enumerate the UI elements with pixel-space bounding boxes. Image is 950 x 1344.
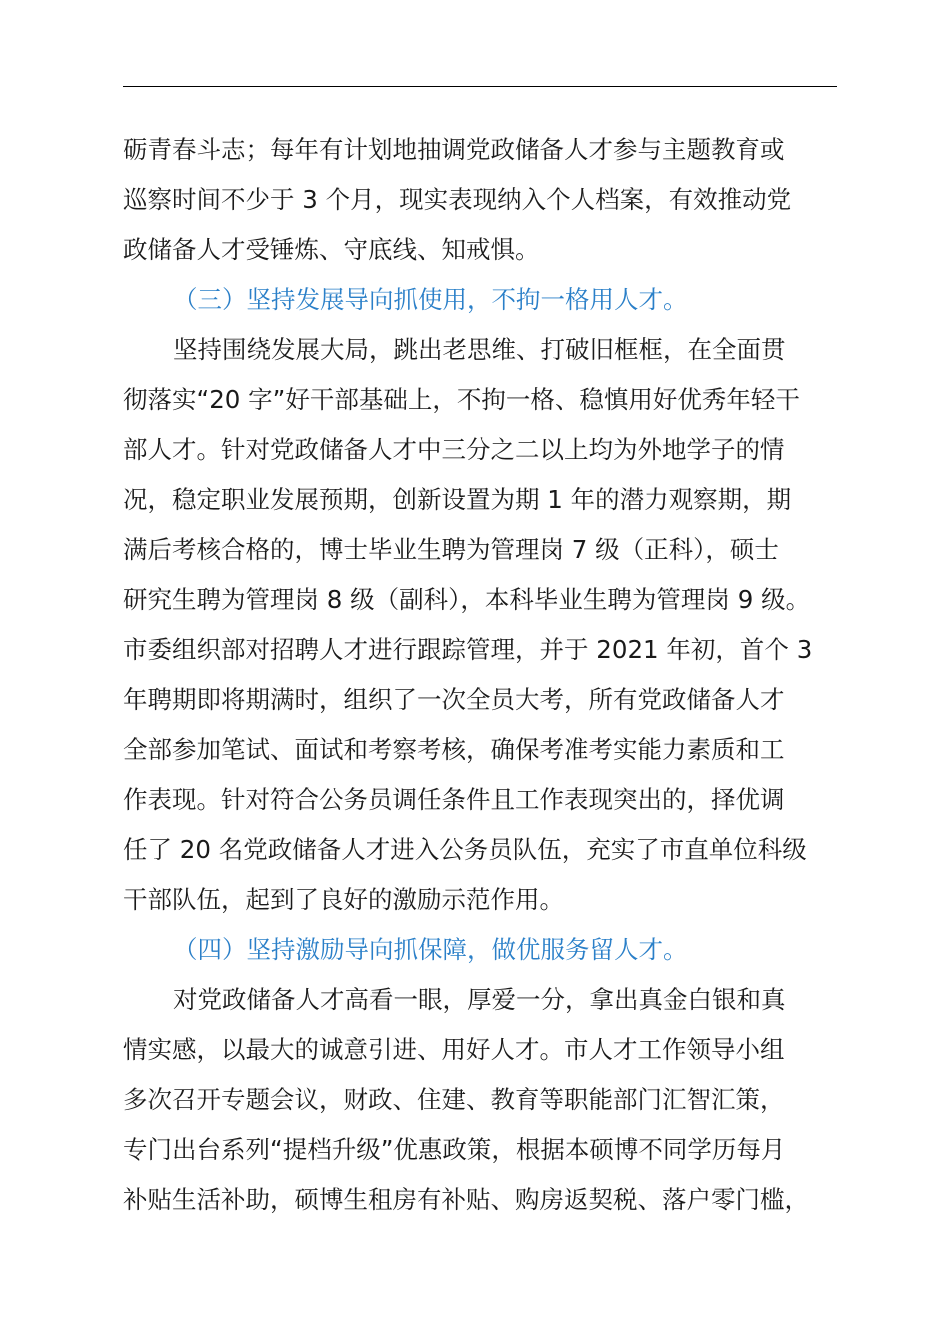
body-line: 政储备人才受锤炼、守底线、知戒惧。 [123, 235, 540, 264]
section-heading-3: （三）坚持发展导向抓使用，不拘一格用人才。 [173, 285, 688, 314]
body-line: 彻落实“20 字”好干部基础上，不拘一格、稳慎用好优秀年轻干 [123, 385, 800, 414]
paragraph-first-line: 对党政储备人才高看一眼，厚爱一分，拿出真金白银和真 [173, 985, 786, 1014]
body-line: 补贴生活补助，硕博生租房有补贴、购房返契税、落户零门槛， [123, 1185, 809, 1214]
body-line: 研究生聘为管理岗 8 级（副科），本科毕业生聘为管理岗 9 级。 [123, 585, 811, 614]
body-line: 情实感，以最大的诚意引进、用好人才。市人才工作领导小组 [123, 1035, 785, 1064]
body-line: 任了 20 名党政储备人才进入公务员队伍，充实了市直单位科级 [123, 835, 807, 864]
body-line: 年聘期即将期满时，组织了一次全员大考，所有党政储备人才 [123, 685, 785, 714]
body-line: 多次召开专题会议，财政、住建、教育等职能部门汇智汇策， [123, 1085, 785, 1114]
body-line: 满后考核合格的，博士毕业生聘为管理岗 7 级（正科），硕士 [123, 535, 779, 564]
paragraph-first-line: 坚持围绕发展大局，跳出老思维、打破旧框框，在全面贯 [173, 335, 786, 364]
body-line: 干部队伍，起到了良好的激励示范作用。 [123, 885, 564, 914]
body-line: 砺青春斗志；每年有计划地抽调党政储备人才参与主题教育或 [123, 135, 785, 164]
body-line: 况，稳定职业发展预期，创新设置为期 1 年的潜力观察期，期 [123, 485, 792, 514]
body-line: 市委组织部对招聘人才进行跟踪管理，并于 2021 年初，首个 3 [123, 635, 813, 664]
body-line: 巡察时间不少于 3 个月，现实表现纳入个人档案，有效推动党 [123, 185, 792, 214]
body-line: 作表现。针对符合公务员调任条件且工作表现突出的，择优调 [123, 785, 785, 814]
section-heading-4: （四）坚持激励导向抓保障，做优服务留人才。 [173, 935, 688, 964]
body-line: 部人才。针对党政储备人才中三分之二以上均为外地学子的情 [123, 435, 785, 464]
body-line: 全部参加笔试、面试和考察考核，确保考准考实能力素质和工 [123, 735, 785, 764]
body-line: 专门出台系列“提档升级”优惠政策，根据本硕博不同学历每月 [123, 1135, 786, 1164]
header-rule [123, 86, 837, 87]
